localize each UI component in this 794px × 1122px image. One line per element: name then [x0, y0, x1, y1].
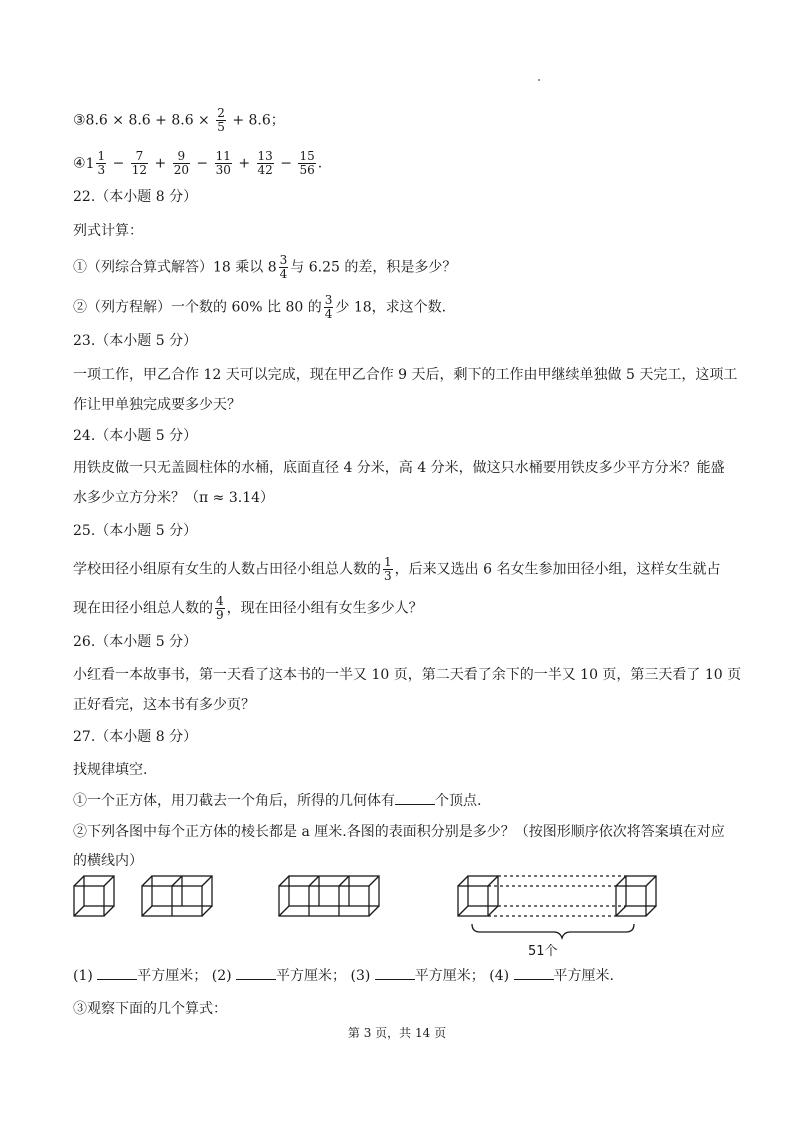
q24-line1: 用铁皮做一只无盖圆柱体的水桶，底面直径 4 分米，高 4 分米，做这只水桶要用铁皮多少平方分米？能盛: [73, 460, 725, 476]
fraction: $\frac{1}{3}$: [384, 555, 392, 583]
operator: +: [238, 155, 251, 172]
figure-3-three-cubes: [279, 876, 379, 916]
answer-unit: 平方厘米；: [137, 968, 208, 984]
answer-blank[interactable]: [236, 967, 276, 980]
answer-unit: 平方厘米；: [414, 968, 485, 984]
fraction: $\frac{11}{30}$: [215, 149, 231, 177]
q21-item4-prefix: ④: [73, 155, 86, 172]
q27-answers: [73, 967, 614, 985]
answer-unit: 平方厘米；: [276, 968, 347, 984]
answer-unit: 平方厘米.: [553, 968, 614, 984]
mixed-whole: 1: [85, 155, 95, 172]
scan-dot: [538, 79, 540, 81]
q22-item1-before: ①（列综合算式解答）18 乘以 8: [73, 259, 277, 276]
q22-header: 22.（本小题 8 分）: [73, 189, 198, 205]
operator: −: [280, 155, 292, 172]
fraction: $\frac{13}{42}$: [257, 149, 273, 177]
q26-header: 26.（本小题 5 分）: [73, 634, 198, 650]
period: .: [317, 155, 323, 172]
fraction: $\frac{9}{20}$: [173, 149, 189, 177]
q27-item1-after: 个顶点.: [435, 793, 482, 809]
q22-item2-before: ②（列方程解）一个数的 60% 比 80 的: [73, 299, 322, 316]
q24-header: 24.（本小题 5 分）: [73, 428, 198, 444]
figure-4-51-cubes: [458, 876, 656, 938]
answer-label: (1): [73, 968, 93, 984]
q22-item2: [73, 294, 446, 321]
fraction: $\frac{2}{5}$: [217, 106, 225, 134]
q24-line2: 水多少立方分米？（π ≈ 3.14）: [73, 490, 275, 506]
q21-item3: [73, 107, 285, 134]
brace: [472, 924, 634, 938]
q25-line2: [73, 595, 423, 622]
q23-header: 23.（本小题 5 分）: [73, 333, 198, 349]
q21-item3-prefix: ③8.6 × 8.6 + 8.6 ×: [73, 112, 210, 129]
answer-blank[interactable]: [97, 967, 137, 980]
q25-line1: [73, 556, 720, 583]
q26-line1: 小红看一本故事书，第一天看了这本书的一半又 10 页，第二天看了余下的一半又 10 页，第三天看了 10 页: [73, 667, 742, 683]
q21-item4: [73, 150, 322, 177]
page-footer: 第 3 页，共 14 页: [347, 1026, 447, 1040]
q27-item1: [73, 792, 481, 810]
answer-blank[interactable]: [375, 967, 415, 980]
q25-line1-after: ，后来又选出 6 名女生参加田径小组，这样女生就占: [394, 561, 721, 578]
cube-figures: [60, 866, 680, 946]
q27-item2-line2: 的横线内）: [73, 853, 143, 869]
q23-line2: 作让甲单独完成要多少天？: [73, 397, 241, 413]
q22-item1-after: 与 6.25 的差，积是多少？: [290, 259, 457, 276]
q26-line2: 正好看完，这本书有多少页？: [73, 697, 255, 713]
q27-intro: 找规律填空.: [73, 762, 148, 778]
operator: −: [196, 155, 209, 172]
fraction: $\frac{3}{4}$: [279, 253, 288, 281]
q25-line1-before: 学校田径小组原有女生的人数占田径小组总人数的: [73, 561, 381, 578]
q27-header: 27.（本小题 8 分）: [73, 729, 198, 745]
q27-item2-line1: ②下列各图中每个正方体的棱长都是 a 厘米.各图的表面积分别是多少？（按图形顺序依次将答案填在对应: [73, 824, 725, 840]
fraction: $\frac{7}{12}$: [131, 149, 148, 177]
q27-item3: ③观察下面的几个算式：: [73, 1001, 227, 1017]
q25-line2-after: ，现在田径小组有女生多少人？: [226, 600, 423, 617]
q21-item3-suffix: + 8.6；: [232, 112, 285, 129]
q22-item1: [73, 254, 456, 281]
answer-label: (2): [211, 968, 232, 984]
fraction: $\frac{15}{56}$: [299, 149, 315, 177]
operator: −: [112, 155, 125, 172]
answer-label: (3): [350, 968, 371, 984]
fraction: $\frac{3}{4}$: [324, 293, 333, 321]
operator: +: [154, 155, 167, 172]
q25-line2-before: 现在田径小组总人数的: [73, 600, 213, 617]
q23-line1: 一项工作，甲乙合作 12 天可以完成，现在甲乙合作 9 天后，剩下的工作由甲继续单独做 5 天完工，这项工: [73, 367, 738, 383]
q27-item1-before: ①一个正方体，用刀截去一个角后，所得的几何体有: [73, 793, 395, 809]
fraction: $\frac{1}{3}$: [97, 149, 106, 177]
q22-item2-after: 少 18，求这个数.: [335, 299, 447, 316]
fraction: $\frac{4}{9}$: [216, 594, 224, 622]
figure-4-count-label: 51个: [528, 944, 558, 959]
q25-header: 25.（本小题 5 分）: [73, 523, 198, 539]
figure-1-single-cube: [74, 876, 114, 916]
answer-label: (4): [489, 968, 510, 984]
answer-blank[interactable]: [395, 792, 435, 805]
figure-2-two-cubes: [142, 876, 212, 916]
q22-intro: 列式计算：: [73, 223, 143, 239]
answer-blank[interactable]: [514, 967, 554, 980]
